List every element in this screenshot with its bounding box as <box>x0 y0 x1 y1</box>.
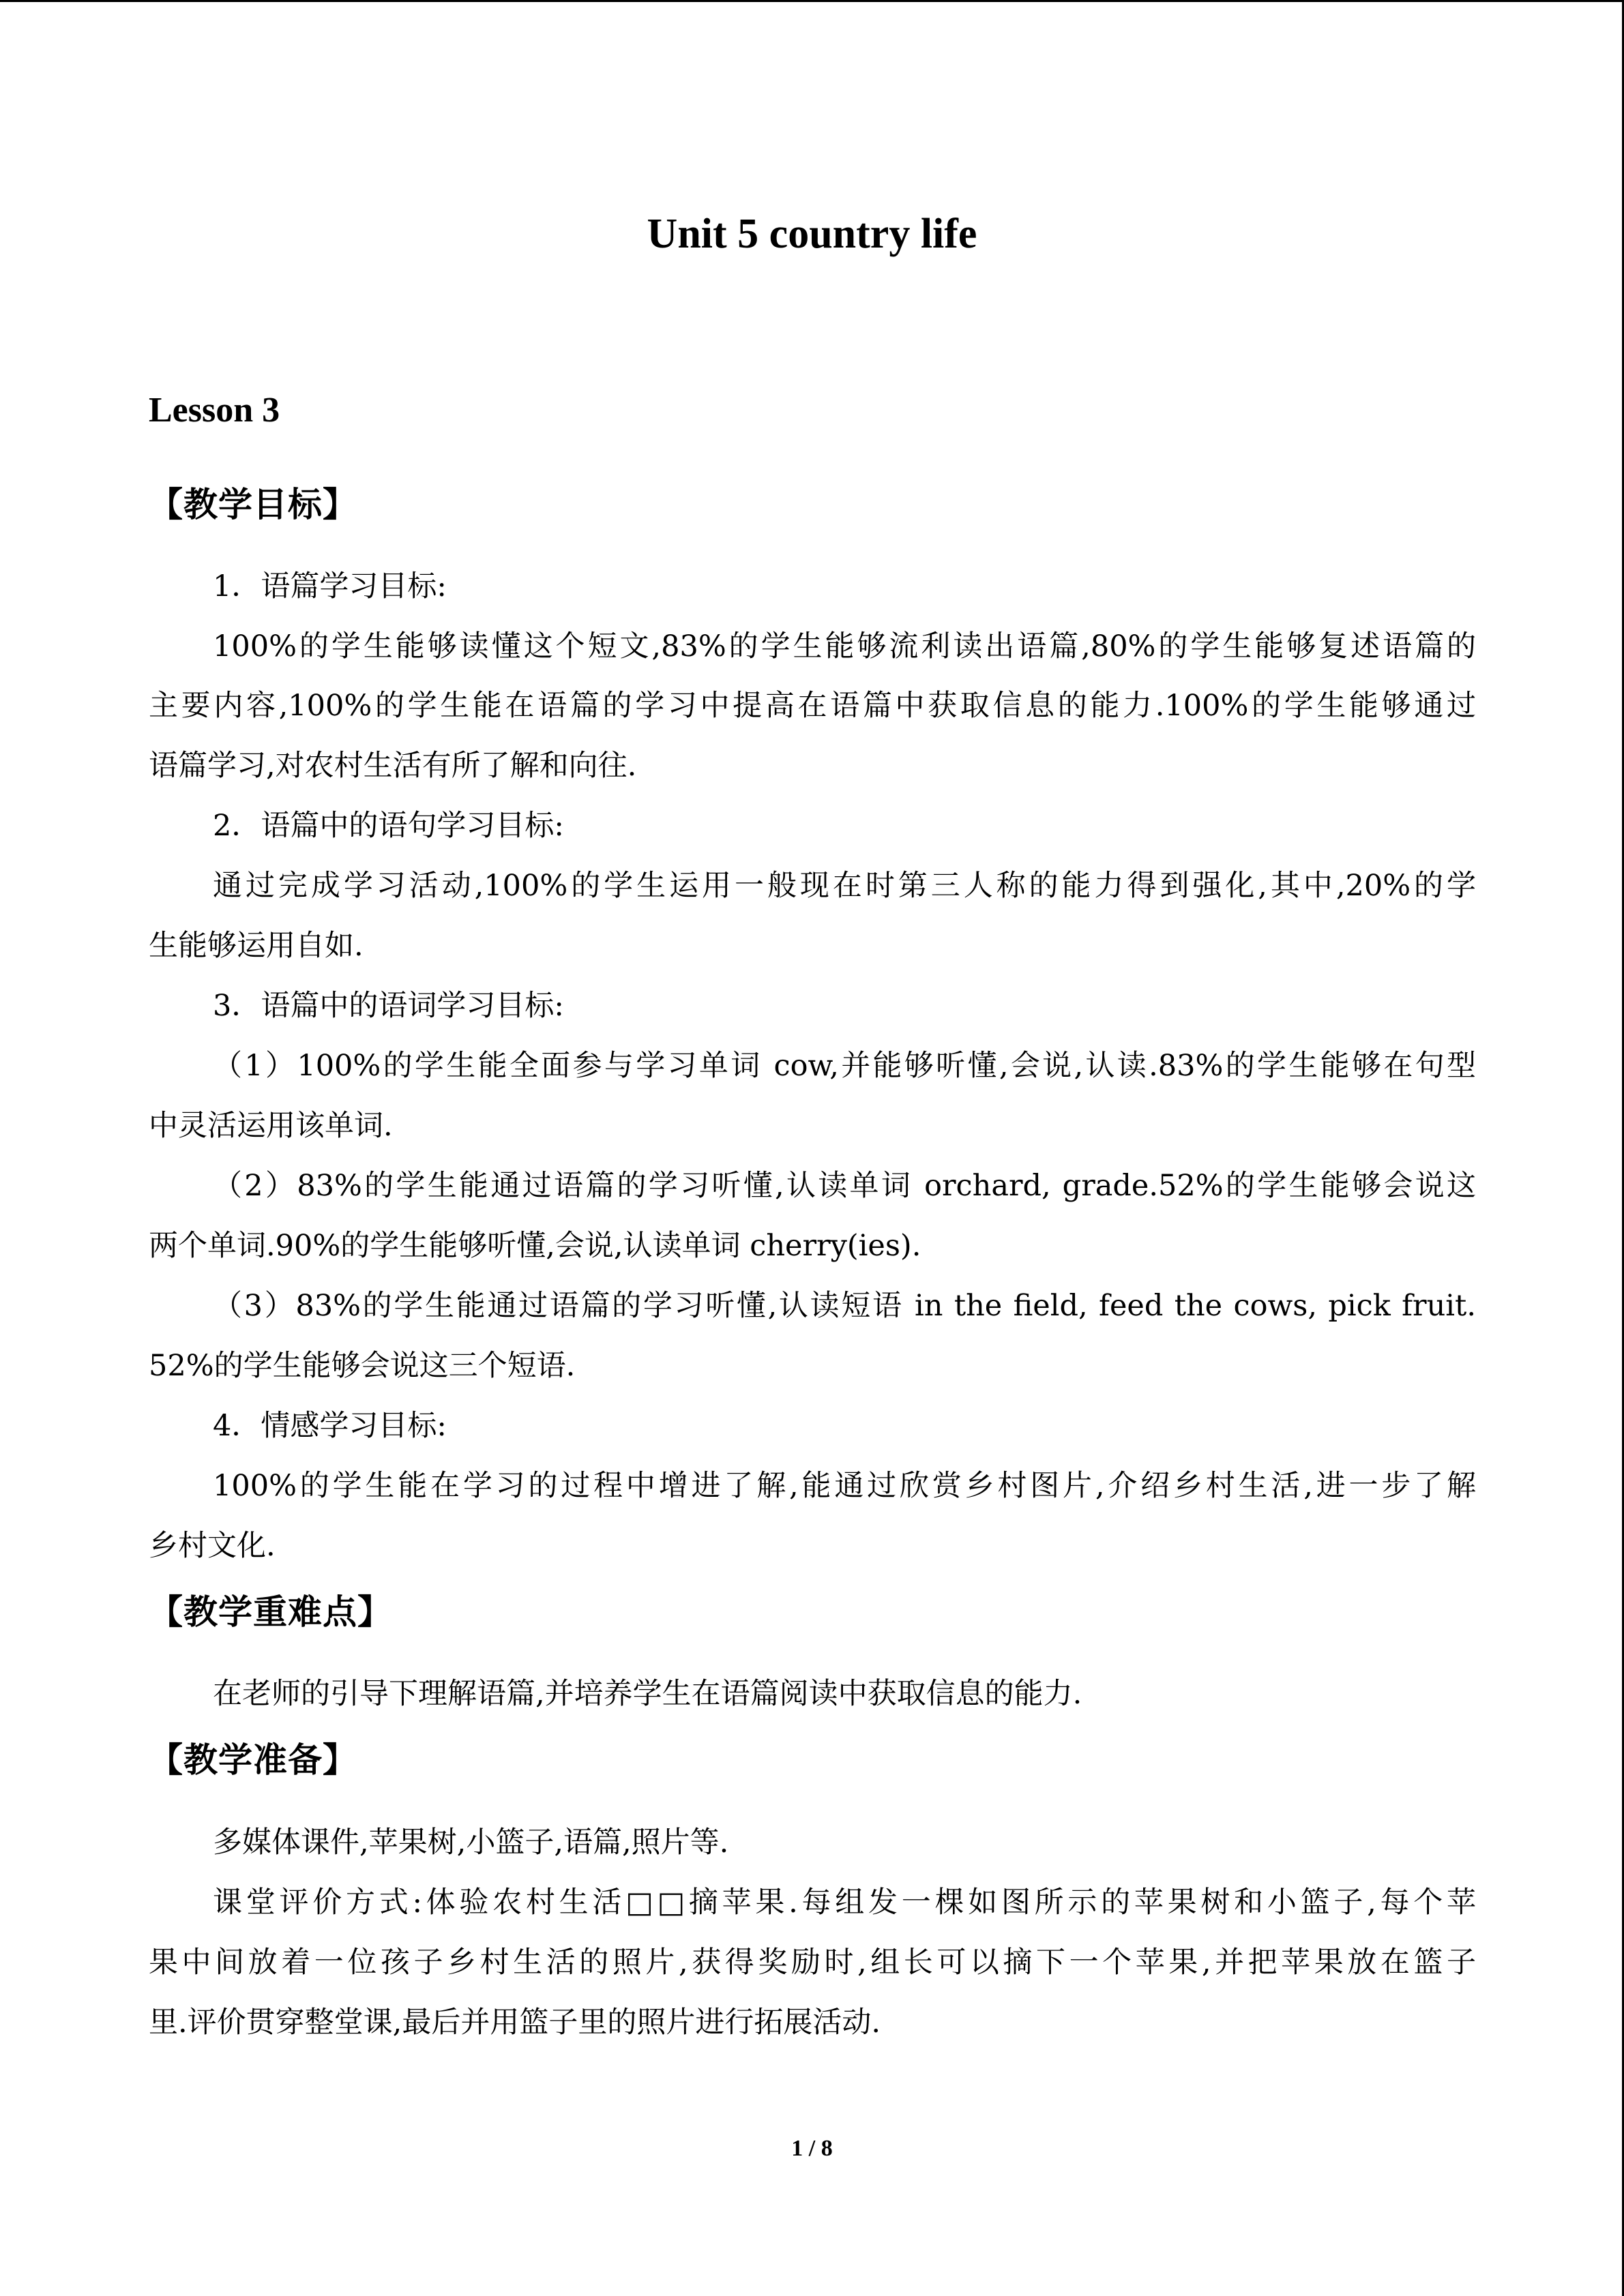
document-title: Unit 5 country life <box>647 211 977 257</box>
paragraph-line: 课堂评价方式:体验农村生活□□摘苹果.每组发一棵如图所示的苹果树和小篮子,每个苹 <box>213 1885 1476 1920</box>
paragraph-line: 多媒体课件,苹果树,小篮子,语篇,照片等. <box>213 1825 729 1860</box>
heading-preparation: 【教学准备】 <box>149 1740 357 1780</box>
objective-2-title: 2．语篇中的语句学习目标: <box>213 809 564 843</box>
heading-objectives: 【教学目标】 <box>149 484 357 524</box>
paragraph-line: 里.评价贯穿整堂课,最后并用篮子里的照片进行拓展活动. <box>149 2006 881 2040</box>
objective-3-title: 3．语篇中的语词学习目标: <box>213 989 564 1023</box>
paragraph-line: 果中间放着一位孩子乡村生活的照片,获得奖励时,组长可以摘下一个苹果,并把苹果放在篮子 <box>149 1945 1476 1980</box>
paragraph-line: 100%的学生能在学习的过程中增进了解,能通过欣赏乡村图片,介绍乡村生活,进一步了解 <box>213 1469 1476 1503</box>
paragraph-line: 中灵活运用该单词. <box>149 1109 393 1143</box>
paragraph-line: 52%的学生能够会说这三个短语. <box>149 1349 576 1383</box>
objective-1-title: 1．语篇学习目标: <box>213 569 447 603</box>
paragraph-line: 生能够运用自如. <box>149 929 364 963</box>
paragraph-line: 通过完成学习活动,100%的学生运用一般现在时第三人称的能力得到强化,其中,20%的学 <box>213 869 1476 903</box>
paragraph-line: 主要内容,100%的学生能在语篇的学习中提高在语篇中获取信息的能力.100%的学生能够通过 <box>149 689 1476 723</box>
lesson-label: Lesson 3 <box>149 391 280 430</box>
paragraph-line: 两个单词.90%的学生能够听懂,会说,认读单词 cherry(ies). <box>149 1229 921 1263</box>
heading-key-points: 【教学重难点】 <box>149 1592 392 1632</box>
paragraph-line: 乡村文化. <box>149 1529 276 1563</box>
paragraph-line: 在老师的引导下理解语篇,并培养学生在语篇阅读中获取信息的能力. <box>213 1677 1082 1711</box>
paragraph-line: （3）83%的学生能通过语篇的学习听懂,认读短语 in the field, feed the cows, pick fruit. <box>213 1289 1476 1323</box>
paragraph-line: （1）100%的学生能全面参与学习单词 cow,并能够听懂,会说,认读.83%的学生能够在句型 <box>213 1049 1476 1083</box>
paragraph-line: （2）83%的学生能通过语篇的学习听懂,认读单词 orchard, grade.52%的学生能够会说这 <box>213 1169 1476 1203</box>
objective-4-title: 4．情感学习目标: <box>213 1409 447 1443</box>
paragraph-line: 语篇学习,对农村生活有所了解和向往. <box>149 749 637 783</box>
paragraph-line: 100%的学生能够读懂这个短文,83%的学生能够流利读出语篇,80%的学生能够复述语篇的 <box>213 629 1476 664</box>
page-number: 1 / 8 <box>791 2136 833 2161</box>
